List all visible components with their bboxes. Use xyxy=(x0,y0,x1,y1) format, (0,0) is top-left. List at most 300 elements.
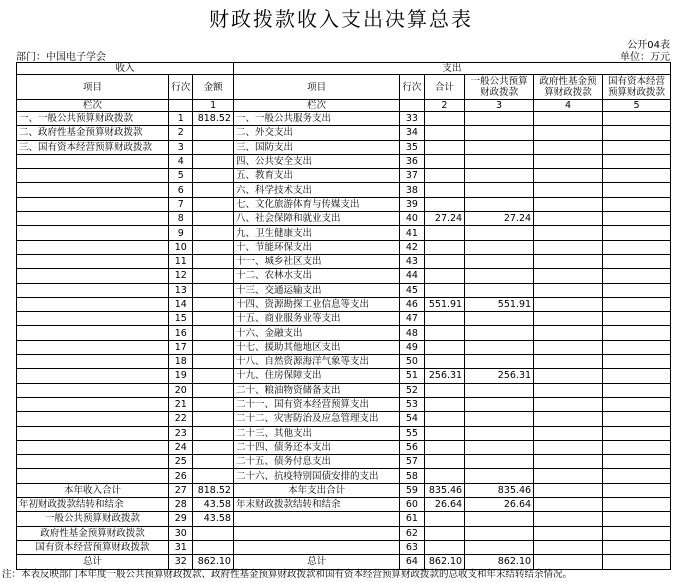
general-budget-cell xyxy=(465,526,534,540)
gov-fund-cell xyxy=(534,240,603,254)
total-cell xyxy=(424,154,465,168)
general-budget-cell xyxy=(465,283,534,297)
expense-row-no-cell: 62 xyxy=(400,526,424,540)
income-item-header: 项目 xyxy=(17,75,169,100)
income-amount-cell xyxy=(193,169,234,183)
expense-item-cell: 十五、商业服务业等支出 xyxy=(233,312,399,326)
general-budget-cell xyxy=(465,240,534,254)
general-budget-cell xyxy=(465,397,534,411)
total-cell xyxy=(424,355,465,369)
gov-fund-cell xyxy=(534,312,603,326)
table-row xyxy=(17,297,671,311)
total-cell xyxy=(424,397,465,411)
expense-row-no-cell: 57 xyxy=(400,455,424,469)
expense-item-cell: 三、国防支出 xyxy=(233,140,399,154)
expense-item-cell xyxy=(233,540,399,554)
expense-item-cell: 二十二、灾害防治及应急管理支出 xyxy=(233,412,399,426)
general-budget-cell xyxy=(465,269,534,283)
expense-row-no-cell: 35 xyxy=(400,140,424,154)
state-capital-cell xyxy=(602,498,670,512)
table-row xyxy=(17,269,671,283)
col-2: 2 xyxy=(424,100,465,112)
table-row xyxy=(17,154,671,168)
state-capital-cell xyxy=(602,412,670,426)
table-row xyxy=(17,440,671,454)
state-capital-cell xyxy=(602,555,670,569)
general-budget-cell xyxy=(465,426,534,440)
table-row xyxy=(17,226,671,240)
expense-row-no-cell: 63 xyxy=(400,540,424,554)
state-capital-cell xyxy=(602,483,670,497)
general-budget-cell: 835.46 xyxy=(465,483,534,497)
unit-label: 单位：万元 xyxy=(620,52,670,63)
income-item-cell xyxy=(17,183,169,197)
expense-row-no-cell: 39 xyxy=(400,197,424,211)
income-col-label: 栏次 xyxy=(17,100,169,112)
gov-fund-cell xyxy=(534,269,603,283)
expense-item-cell: 一、一般公共服务支出 xyxy=(233,112,399,126)
income-row-no-cell: 3 xyxy=(169,140,193,154)
table-row xyxy=(17,126,671,140)
income-amount-cell xyxy=(193,212,234,226)
total-cell: 551.91 xyxy=(424,297,465,311)
state-capital-header: 国有资本经营预算财政拨款 xyxy=(602,75,670,100)
total-cell: 256.31 xyxy=(424,369,465,383)
state-capital-cell xyxy=(602,540,670,554)
general-budget-cell: 862.10 xyxy=(465,555,534,569)
state-capital-cell xyxy=(602,512,670,526)
income-row-no-cell: 15 xyxy=(169,312,193,326)
table-row xyxy=(17,469,671,483)
income-amount-cell xyxy=(193,412,234,426)
income-row-no-cell: 14 xyxy=(169,297,193,311)
expense-row-no-cell: 42 xyxy=(400,240,424,254)
income-item-cell xyxy=(17,197,169,211)
income-row-no-cell: 18 xyxy=(169,355,193,369)
gov-fund-cell xyxy=(534,226,603,240)
gov-fund-cell xyxy=(534,183,603,197)
income-item-cell xyxy=(17,254,169,268)
col-3: 3 xyxy=(465,100,534,112)
income-row-no-cell: 25 xyxy=(169,455,193,469)
general-budget-cell xyxy=(465,197,534,211)
total-cell xyxy=(424,340,465,354)
expense-item-cell: 四、公共安全支出 xyxy=(233,154,399,168)
income-item-cell xyxy=(17,369,169,383)
income-row-no-cell: 2 xyxy=(169,126,193,140)
gov-fund-cell xyxy=(534,455,603,469)
expense-row-no-cell: 61 xyxy=(400,512,424,526)
total-cell: 27.24 xyxy=(424,212,465,226)
income-row-no-cell: 27 xyxy=(169,483,193,497)
income-row-no-cell: 9 xyxy=(169,226,193,240)
expense-row-no-cell: 38 xyxy=(400,183,424,197)
general-budget-cell xyxy=(465,169,534,183)
income-item-cell: 一般公共预算财政拨款 xyxy=(17,512,169,526)
income-amount-cell xyxy=(193,355,234,369)
general-budget-cell xyxy=(465,383,534,397)
income-amount-cell: 862.10 xyxy=(193,555,234,569)
state-capital-cell xyxy=(602,326,670,340)
income-item-cell xyxy=(17,383,169,397)
income-row-no-cell: 32 xyxy=(169,555,193,569)
general-budget-cell xyxy=(465,326,534,340)
total-cell xyxy=(424,312,465,326)
general-budget-cell: 26.64 xyxy=(465,498,534,512)
table-row xyxy=(17,383,671,397)
expense-item-cell: 本年支出合计 xyxy=(233,483,399,497)
gov-fund-cell xyxy=(534,526,603,540)
income-item-cell: 政府性基金预算财政拨款 xyxy=(17,526,169,540)
expense-item-cell: 二、外交支出 xyxy=(233,126,399,140)
gov-fund-cell xyxy=(534,297,603,311)
income-item-cell xyxy=(17,469,169,483)
income-amount-header: 金额 xyxy=(193,75,234,100)
income-amount-cell xyxy=(193,397,234,411)
table-row xyxy=(17,397,671,411)
total-cell xyxy=(424,283,465,297)
income-row-no-cell: 26 xyxy=(169,469,193,483)
income-col-blank xyxy=(169,100,193,112)
general-budget-cell xyxy=(465,469,534,483)
income-amount-cell xyxy=(193,340,234,354)
gov-fund-cell xyxy=(534,383,603,397)
total-cell xyxy=(424,412,465,426)
state-capital-cell xyxy=(602,369,670,383)
table-row xyxy=(17,455,671,469)
table-row xyxy=(17,254,671,268)
expense-item-cell xyxy=(233,512,399,526)
income-section-header: 收入 xyxy=(17,63,234,75)
income-amount-cell xyxy=(193,283,234,297)
general-budget-cell xyxy=(465,126,534,140)
expense-row-no-cell: 33 xyxy=(400,112,424,126)
section-header-row xyxy=(17,63,671,75)
table-row xyxy=(17,197,671,211)
expense-row-no-cell: 55 xyxy=(400,426,424,440)
income-row-no-cell: 20 xyxy=(169,383,193,397)
gov-fund-cell xyxy=(534,212,603,226)
state-capital-cell xyxy=(602,469,670,483)
expense-row-no-cell: 46 xyxy=(400,297,424,311)
total-cell xyxy=(424,426,465,440)
gov-fund-cell xyxy=(534,326,603,340)
state-capital-cell xyxy=(602,297,670,311)
state-capital-cell xyxy=(602,526,670,540)
total-cell xyxy=(424,455,465,469)
income-amount-cell xyxy=(193,526,234,540)
income-amount-cell xyxy=(193,426,234,440)
total-cell xyxy=(424,197,465,211)
income-row-no-cell: 23 xyxy=(169,426,193,440)
expense-row-no-cell: 37 xyxy=(400,169,424,183)
income-item-cell: 本年收入合计 xyxy=(17,483,169,497)
total-cell xyxy=(424,112,465,126)
gov-fund-cell xyxy=(534,397,603,411)
gov-fund-cell xyxy=(534,498,603,512)
income-item-cell xyxy=(17,340,169,354)
expense-row-no-cell: 48 xyxy=(400,326,424,340)
income-row-no-cell: 5 xyxy=(169,169,193,183)
expense-row-no-cell: 58 xyxy=(400,469,424,483)
income-item-cell: 总计 xyxy=(17,555,169,569)
income-row-no-cell: 6 xyxy=(169,183,193,197)
state-capital-cell xyxy=(602,455,670,469)
state-capital-cell xyxy=(602,226,670,240)
expense-row-no-cell: 44 xyxy=(400,269,424,283)
income-item-cell: 二、政府性基金预算财政拨款 xyxy=(17,126,169,140)
income-amount-cell xyxy=(193,369,234,383)
general-budget-cell xyxy=(465,340,534,354)
total-cell xyxy=(424,269,465,283)
column-header-row xyxy=(17,75,671,100)
expense-col-blank xyxy=(400,100,424,112)
expense-item-cell: 二十、粮油物资储备支出 xyxy=(233,383,399,397)
expense-item-header: 项目 xyxy=(233,75,399,100)
total-cell xyxy=(424,140,465,154)
income-row-no-cell: 19 xyxy=(169,369,193,383)
expense-row-no-cell: 53 xyxy=(400,397,424,411)
gov-fund-cell xyxy=(534,412,603,426)
state-capital-cell xyxy=(602,426,670,440)
income-amount-cell xyxy=(193,440,234,454)
income-row-no-cell: 22 xyxy=(169,412,193,426)
total-cell xyxy=(424,254,465,268)
expense-row-no-cell: 34 xyxy=(400,126,424,140)
expense-row-no-cell: 40 xyxy=(400,212,424,226)
income-amount-cell xyxy=(193,326,234,340)
expense-row-no-header: 行次 xyxy=(400,75,424,100)
expense-item-cell xyxy=(233,526,399,540)
state-capital-cell xyxy=(602,169,670,183)
expense-row-no-cell: 52 xyxy=(400,383,424,397)
gov-fund-cell xyxy=(534,126,603,140)
expense-item-cell: 二十三、其他支出 xyxy=(233,426,399,440)
state-capital-cell xyxy=(602,154,670,168)
expense-item-cell: 总计 xyxy=(233,555,399,569)
income-row-no-cell: 31 xyxy=(169,540,193,554)
table-row xyxy=(17,412,671,426)
gov-fund-cell xyxy=(534,197,603,211)
expense-item-cell: 八、社会保障和就业支出 xyxy=(233,212,399,226)
state-capital-cell xyxy=(602,383,670,397)
income-item-cell: 年初财政拨款结转和结余 xyxy=(17,498,169,512)
general-budget-cell: 27.24 xyxy=(465,212,534,226)
general-budget-header: 一般公共预算财政拨款 xyxy=(465,75,534,100)
expense-item-cell: 十八、自然资源海洋气象等支出 xyxy=(233,355,399,369)
expense-item-cell: 六、科学技术支出 xyxy=(233,183,399,197)
income-row-no-cell: 21 xyxy=(169,397,193,411)
general-budget-cell xyxy=(465,540,534,554)
expense-item-cell: 十九、住房保障支出 xyxy=(233,369,399,383)
income-row-no-cell: 29 xyxy=(169,512,193,526)
income-item-cell xyxy=(17,312,169,326)
income-item-cell xyxy=(17,455,169,469)
state-capital-cell xyxy=(602,197,670,211)
state-capital-cell xyxy=(602,340,670,354)
total-cell xyxy=(424,169,465,183)
general-budget-cell xyxy=(465,455,534,469)
form-code: 公开04表 xyxy=(627,40,670,51)
general-budget-cell xyxy=(465,440,534,454)
expense-item-cell: 七、文化旅游体育与传媒支出 xyxy=(233,197,399,211)
income-amount-cell: 43.58 xyxy=(193,512,234,526)
table-row xyxy=(17,312,671,326)
gov-fund-cell xyxy=(534,340,603,354)
gov-fund-cell xyxy=(534,369,603,383)
income-amount-cell xyxy=(193,469,234,483)
income-item-cell xyxy=(17,355,169,369)
expense-item-cell: 五、教育支出 xyxy=(233,169,399,183)
table-row xyxy=(17,512,671,526)
income-row-no-cell: 7 xyxy=(169,197,193,211)
table-row xyxy=(17,240,671,254)
total-cell xyxy=(424,469,465,483)
total-cell xyxy=(424,126,465,140)
general-budget-cell xyxy=(465,154,534,168)
general-budget-cell xyxy=(465,254,534,268)
total-cell: 862.10 xyxy=(424,555,465,569)
gov-fund-cell xyxy=(534,283,603,297)
income-amount-cell xyxy=(193,226,234,240)
expense-item-cell: 二十四、债务还本支出 xyxy=(233,440,399,454)
income-item-cell xyxy=(17,297,169,311)
department-label: 部门：中国电子学会 xyxy=(16,52,106,63)
table-row xyxy=(17,326,671,340)
income-item-cell xyxy=(17,426,169,440)
general-budget-cell xyxy=(465,312,534,326)
income-row-no-cell: 17 xyxy=(169,340,193,354)
expense-item-cell: 九、卫生健康支出 xyxy=(233,226,399,240)
income-item-cell xyxy=(17,440,169,454)
gov-fund-cell xyxy=(534,512,603,526)
income-amount-cell xyxy=(193,140,234,154)
income-item-cell xyxy=(17,269,169,283)
total-cell xyxy=(424,226,465,240)
income-row-no-cell: 30 xyxy=(169,526,193,540)
general-budget-cell xyxy=(465,112,534,126)
expense-row-no-cell: 47 xyxy=(400,312,424,326)
income-item-cell xyxy=(17,169,169,183)
state-capital-cell xyxy=(602,126,670,140)
col-4: 4 xyxy=(534,100,603,112)
total-cell xyxy=(424,326,465,340)
table-row xyxy=(17,526,671,540)
expense-row-no-cell: 51 xyxy=(400,369,424,383)
expense-item-cell: 二十五、债务付息支出 xyxy=(233,455,399,469)
income-row-no-cell: 11 xyxy=(169,254,193,268)
income-item-cell xyxy=(17,283,169,297)
income-amount-cell: 43.58 xyxy=(193,498,234,512)
footnote: 注：本表反映部门本年度一般公共预算财政拨款、政府性基金预算财政拨款和国有资本经营预算财政拨款的总收支和年末结转结余情况。 xyxy=(2,569,573,580)
column-number-row xyxy=(17,100,671,112)
total-header: 合计 xyxy=(424,75,465,100)
table-row xyxy=(17,169,671,183)
page-title: 财政拨款收入支出决算总表 xyxy=(209,7,473,31)
income-item-cell xyxy=(17,226,169,240)
general-budget-cell xyxy=(465,226,534,240)
gov-fund-cell xyxy=(534,540,603,554)
income-amount-cell xyxy=(193,154,234,168)
income-row-no-cell: 28 xyxy=(169,498,193,512)
col-5: 5 xyxy=(602,100,670,112)
gov-fund-cell xyxy=(534,254,603,268)
expense-row-no-cell: 36 xyxy=(400,154,424,168)
income-item-cell: 一、一般公共预算财政拨款 xyxy=(17,112,169,126)
gov-fund-cell xyxy=(534,140,603,154)
income-amount-cell xyxy=(193,183,234,197)
general-budget-cell: 256.31 xyxy=(465,369,534,383)
state-capital-cell xyxy=(602,212,670,226)
general-budget-cell: 551.91 xyxy=(465,297,534,311)
income-amount-cell: 818.52 xyxy=(193,112,234,126)
expense-item-cell: 二十一、国有资本经营预算支出 xyxy=(233,397,399,411)
total-cell xyxy=(424,240,465,254)
total-cell xyxy=(424,440,465,454)
income-row-no-cell: 13 xyxy=(169,283,193,297)
table-row xyxy=(17,283,671,297)
income-item-cell xyxy=(17,412,169,426)
expense-row-no-cell: 41 xyxy=(400,226,424,240)
income-amount-cell xyxy=(193,383,234,397)
table-row xyxy=(17,183,671,197)
state-capital-cell xyxy=(602,254,670,268)
expense-item-cell: 十三、交通运输支出 xyxy=(233,283,399,297)
gov-fund-cell xyxy=(534,355,603,369)
income-amount-cell xyxy=(193,240,234,254)
table-row xyxy=(17,140,671,154)
state-capital-cell xyxy=(602,312,670,326)
expense-row-no-cell: 54 xyxy=(400,412,424,426)
state-capital-cell xyxy=(602,269,670,283)
expense-row-no-cell: 59 xyxy=(400,483,424,497)
expense-section-header: 支出 xyxy=(233,63,670,75)
general-budget-cell xyxy=(465,355,534,369)
general-budget-cell xyxy=(465,183,534,197)
expense-row-no-cell: 50 xyxy=(400,355,424,369)
expense-row-no-cell: 64 xyxy=(400,555,424,569)
income-amount-cell xyxy=(193,297,234,311)
total-cell xyxy=(424,540,465,554)
expense-item-cell: 十二、农林水支出 xyxy=(233,269,399,283)
table-row xyxy=(17,212,671,226)
table-row xyxy=(17,540,671,554)
gov-fund-cell xyxy=(534,169,603,183)
gov-fund-cell xyxy=(534,440,603,454)
income-amount-cell: 818.52 xyxy=(193,483,234,497)
income-item-cell xyxy=(17,240,169,254)
income-amount-cell xyxy=(193,455,234,469)
expense-item-cell: 二十六、抗疫特别国债安排的支出 xyxy=(233,469,399,483)
state-capital-cell xyxy=(602,355,670,369)
income-row-no-cell: 1 xyxy=(169,112,193,126)
state-capital-cell xyxy=(602,397,670,411)
income-row-no-cell: 8 xyxy=(169,212,193,226)
income-item-cell xyxy=(17,326,169,340)
income-amount-cell xyxy=(193,269,234,283)
income-row-no-cell: 12 xyxy=(169,269,193,283)
state-capital-cell xyxy=(602,140,670,154)
income-item-cell xyxy=(17,397,169,411)
income-item-cell: 国有资本经营预算财政拨款 xyxy=(17,540,169,554)
expense-item-cell: 十七、援助其他地区支出 xyxy=(233,340,399,354)
total-cell xyxy=(424,183,465,197)
expense-item-cell: 十、节能环保支出 xyxy=(233,240,399,254)
gov-fund-cell xyxy=(534,426,603,440)
gov-fund-cell xyxy=(534,483,603,497)
income-row-no-cell: 4 xyxy=(169,154,193,168)
state-capital-cell xyxy=(602,440,670,454)
